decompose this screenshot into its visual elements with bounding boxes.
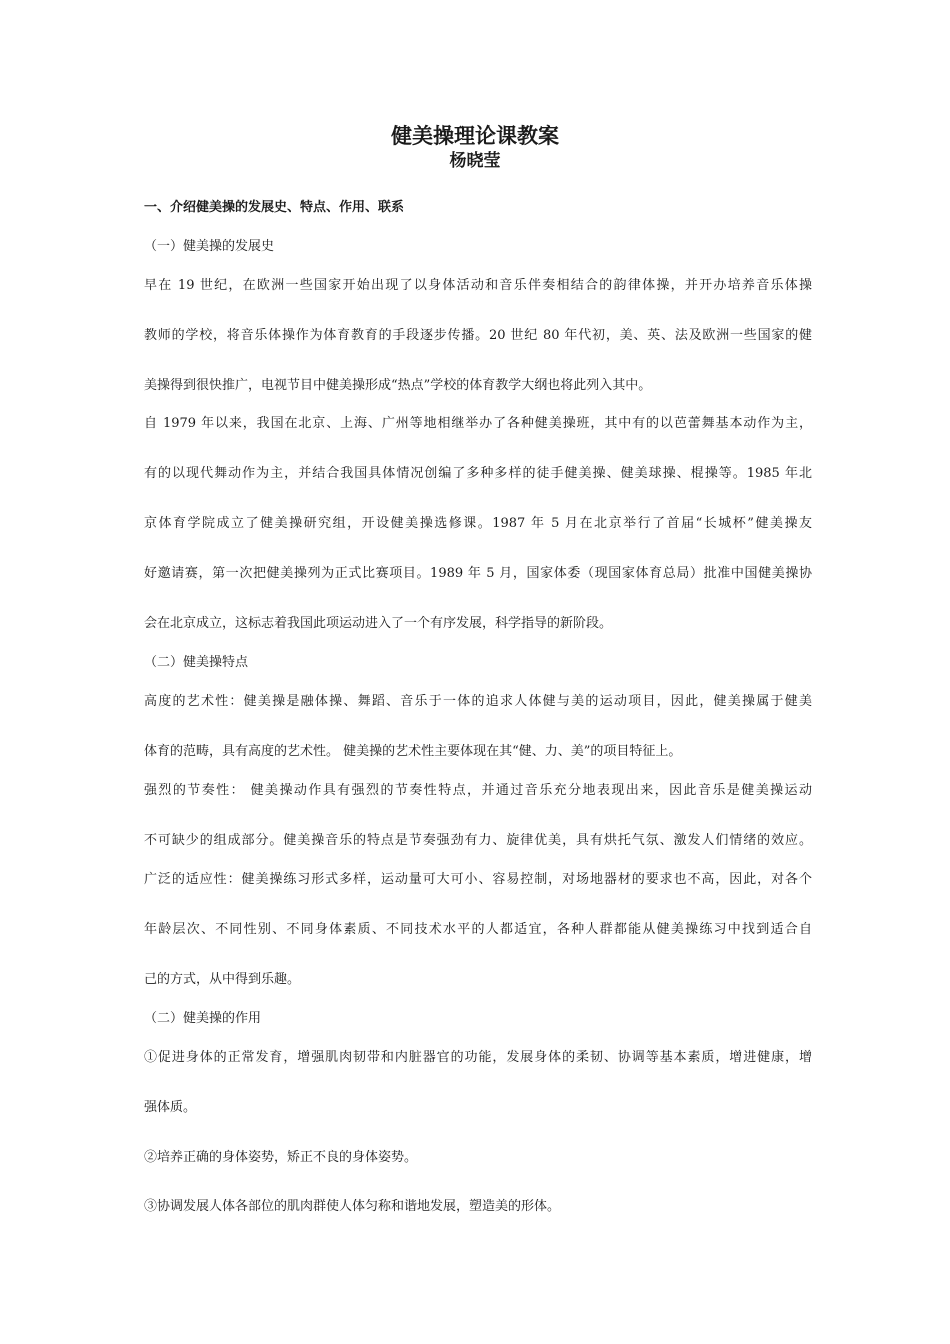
paragraph-line: 强体质。 <box>144 1100 197 1115</box>
subsection-heading-functions: （二）健美操的作用 <box>144 1011 262 1026</box>
document-author: 杨晓莹 <box>449 151 501 171</box>
paragraph-line: ③协调发展人体各部位的肌肉群使人体匀称和谐地发展，塑造美的形体。 <box>144 1199 561 1214</box>
paragraph-line: ②培养正确的身体姿势，矫正不良的身体姿势。 <box>144 1150 418 1165</box>
paragraph-line: 好邀请赛，第一次把健美操列为正式比赛项目。1989 年 5 月，国家体委（现国家体育总局）批准中国健美操协 <box>144 566 812 581</box>
paragraph-line: ①促进身体的正常发育，增强肌肉韧带和内脏器官的功能，发展身体的柔韧、协调等基本素质，增进健康，增 <box>144 1050 812 1065</box>
paragraph-line: 京体育学院成立了健美操研究组，开设健美操选修课。1987 年 5 月在北京举行了首届“长城杯”健美操友 <box>144 516 812 531</box>
paragraph-line: 体育的范畴，具有高度的艺术性。 健美操的艺术性主要体现在其“健、力、美”的项目特征上。 <box>144 744 682 759</box>
paragraph-line: 高度的艺术性：健美操是融体操、舞蹈、音乐于一体的追求人体健与美的运动项目，因此，健美操属于健美 <box>144 694 812 709</box>
paragraph-line: 年龄层次、不同性别、不同身体素质、不同技术水平的人都适宜，各种人群都能从健美操练习中找到适合自 <box>144 922 812 937</box>
paragraph-line: 教师的学校，将音乐体操作为体育教育的手段逐步传播。20 世纪 80 年代初，美、英、法及欧洲一些国家的健 <box>144 328 812 343</box>
paragraph-line: 广泛的适应性：健美操练习形式多样，运动量可大可小、容易控制，对场地器材的要求也不高，因此，对各个 <box>144 872 812 887</box>
paragraph-line: 早在 19 世纪，在欧洲一些国家开始出现了以身体活动和音乐伴奏相结合的韵律体操，并开办培养音乐体操 <box>144 278 812 293</box>
subsection-heading-features: （二）健美操特点 <box>144 655 249 670</box>
paragraph-line: 会在北京成立，这标志着我国此项运动进入了一个有序发展，科学指导的新阶段。 <box>144 616 613 631</box>
paragraph-line: 强烈的节奏性： 健美操动作具有强烈的节奏性特点，并通过音乐充分地表现出来，因此音乐是健美操运动 <box>144 783 812 798</box>
document-title: 健美操理论课教案 <box>391 124 559 148</box>
paragraph-line: 美操得到很快推广，电视节目中健美操形成“热点”学校的体育教学大纲也将此列入其中。 <box>144 378 652 393</box>
paragraph-line: 己的方式，从中得到乐趣。 <box>144 972 301 987</box>
subsection-heading-history: （一）健美操的发展史 <box>144 239 275 254</box>
section-heading: 一、介绍健美操的发展史、特点、作用、联系 <box>144 200 405 215</box>
paragraph-line: 有的以现代舞动作为主，并结合我国具体情况创编了多种多样的徒手健美操、健美球操、棍操等。1985 年北 <box>144 466 812 481</box>
paragraph-line: 自 1979 年以来，我国在北京、上海、广州等地相继举办了各种健美操班，其中有的以芭蕾舞基本动作为主， <box>144 416 812 431</box>
paragraph-line: 不可缺少的组成部分。健美操音乐的特点是节奏强劲有力、旋律优美，具有烘托气氛、激发人们情绪的效应。 <box>144 833 812 848</box>
